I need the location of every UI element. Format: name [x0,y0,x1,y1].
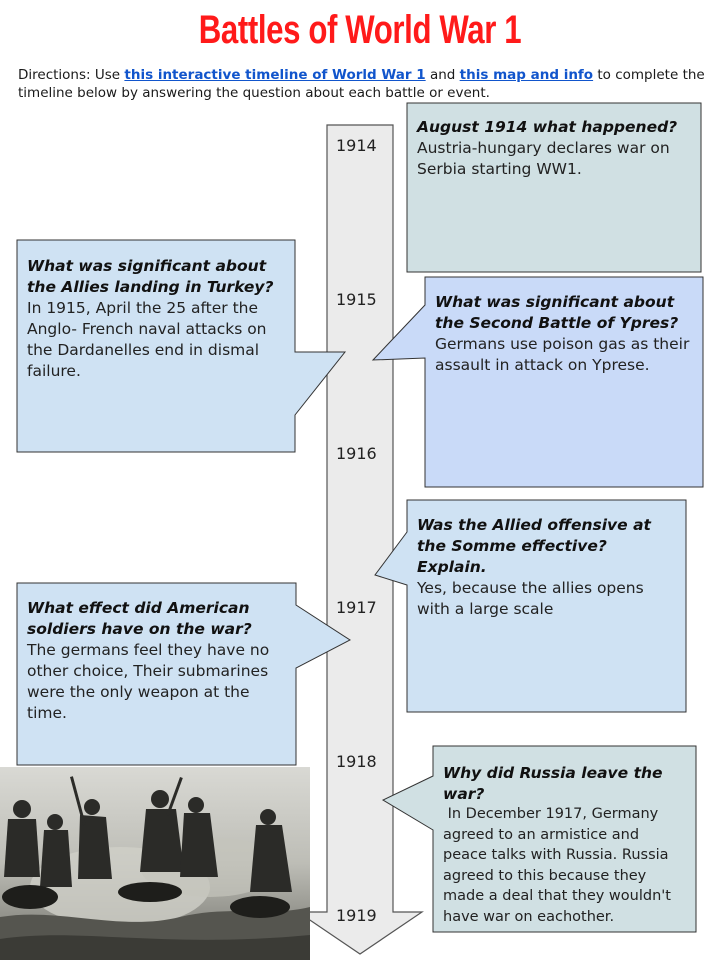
question-text: August 1914 what happened? [417,118,678,136]
answer-text: In December 1917, Germany agreed to an armistice and peace talks with Russia. Russia agreed to this because they made a deal that they wouldn't have war on eachother. [443,806,676,925]
directions-text-part: : Use [86,67,125,83]
directions-label: Directions [18,67,87,83]
answer-box-somme[interactable] [408,507,684,628]
answer-box-1914[interactable] [408,109,700,188]
answer-box-russia[interactable] [434,755,696,935]
answer-text: In 1915, April the 25 after the Anglo- French naval attacks on the Dardanelles end in dismal failure. [27,299,267,380]
answer-box-turkey[interactable] [18,248,294,390]
soldiers-photo [0,767,310,960]
year-label: 1918 [336,752,377,771]
year-label: 1919 [336,906,377,925]
answer-text: Yes, because the allies opens with a large scale [417,579,644,618]
year-label: 1914 [336,136,377,155]
directions-text-part: to complete the timeline below by answering the question about each battle or event. [18,67,705,101]
answer-text: The germans feel they have no other choice, Their submarines were the only weapon at the time. [27,641,270,722]
year-label: 1917 [336,598,377,617]
answer-text: Germans use poison gas as their assault in attack on Yprese. [435,335,690,374]
question-text: Was the Allied offensive at the Somme effective? Explain. [417,516,651,576]
question-text: Why did Russia leave the war? [443,764,663,803]
question-text: What effect did American soldiers have on the war? [27,599,252,638]
answer-box-ypres[interactable] [426,284,702,384]
answer-box-american[interactable] [18,590,294,732]
year-label: 1916 [336,444,377,463]
timeline-link[interactable]: this interactive timeline of World War 1 [124,67,426,83]
page-title: Battles of World War 1 [198,8,522,52]
answer-text: Austria-hungary declares war on Serbia starting WW1. [417,139,670,178]
question-text: What was significant about the Allies landing in Turkey? [27,257,274,296]
directions-text-part: and [425,67,460,83]
year-label: 1915 [336,290,377,309]
map-info-link[interactable]: this map and info [459,67,594,83]
question-text: What was significant about the Second Battle of Ypres? [435,293,679,332]
